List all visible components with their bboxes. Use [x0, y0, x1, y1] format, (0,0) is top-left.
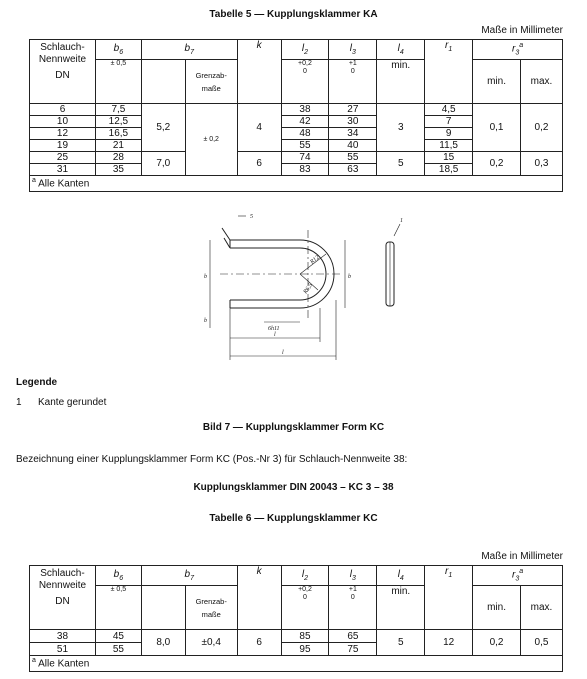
- designation-example: Kupplungsklammer DIN 20043 – KC 3 – 38: [193, 482, 394, 493]
- header-r3: $r_3^a$: [473, 40, 563, 60]
- table5-footnote: $^a$ Alle Kanten: [30, 176, 563, 192]
- clamp-drawing: [190, 210, 420, 370]
- dim-label-5: 5: [250, 214, 253, 220]
- mark-label-1: 1: [400, 218, 403, 224]
- header-r3-max: max.: [521, 60, 563, 104]
- designation-text: Bezeichnung einer Kupplungsklammer Form KC (Pos.-Nr 3) für Schlauch-Nennweite 38:: [16, 454, 408, 465]
- table-row: 12 16,5 48 34 9: [30, 128, 563, 140]
- figure-caption: Bild 7 — Kupplungsklammer Form KC: [202, 422, 385, 433]
- header-l3: $l_3$: [329, 40, 377, 60]
- legend-item-number: 1: [16, 397, 22, 408]
- legend-item-text: Kante gerundet: [38, 397, 107, 408]
- table5-title: Tabelle 5 — Kupplungsklammer KA: [209, 9, 378, 20]
- header-l4-min: min.: [377, 586, 425, 630]
- header-l2-tol: +0,2 0: [281, 60, 329, 104]
- table5: [29, 39, 563, 192]
- table-row: 6 7,5 5,2 ± 0,2 4 38 27 3 4,5 0,1 0,2: [30, 104, 563, 116]
- header-l2: $l_2$: [281, 40, 329, 60]
- dim-label-b3: b: [204, 318, 207, 324]
- table6-title: Tabelle 6 — Kupplungsklammer KC: [209, 513, 378, 524]
- header-r3: $r_3^a$: [473, 566, 563, 586]
- table-row: 10 12,5 42 30 7: [30, 116, 563, 128]
- header-r3-max: max.: [521, 586, 563, 630]
- header-k: k: [237, 40, 281, 104]
- header-b7: $b_7$: [141, 40, 237, 60]
- dim-label-b1: b: [204, 274, 207, 280]
- header-l2-tol: +0,2 0: [281, 586, 329, 630]
- table6: [29, 565, 563, 672]
- header-l4: $l_4$: [377, 566, 425, 586]
- dim-label-l2: l: [274, 332, 276, 338]
- header-l4-min: min.: [377, 60, 425, 104]
- dim-label-r12: R12: [309, 254, 321, 266]
- header-k: k: [237, 566, 281, 630]
- header-b6: $b_6$: [95, 40, 141, 60]
- dim-label-h11: 6h11: [268, 326, 280, 332]
- header-dn: Schlauch- Nennweite DN: [30, 566, 96, 630]
- header-l3-tol: +1 0: [329, 586, 377, 630]
- dim-label-b-right: b: [348, 274, 351, 280]
- table-row: 19 21 55 40 11,5: [30, 140, 563, 152]
- dim-label-l1: l: [282, 350, 284, 356]
- header-b6-tol: ± 0,5: [95, 586, 141, 630]
- table-row: 38 45 8,0 ±0,4 6 85 65 5 12 0,2 0,5: [30, 630, 563, 643]
- table5-unit-note: Maße in Millimeter: [481, 25, 563, 36]
- header-l3-tol: +1 0: [329, 60, 377, 104]
- header-r1: $r_1$: [425, 40, 473, 104]
- table6-footnote: $^a$ Alle Kanten: [30, 656, 563, 672]
- header-dn: Schlauch- Nennweite DN: [30, 40, 96, 104]
- header-b7-grenz: Grenzab- maße: [185, 586, 237, 630]
- table-row: 51 55 95 75: [30, 643, 563, 656]
- header-b6-tol: ± 0,5: [95, 60, 141, 104]
- header-b7-grenz: Grenzab- maße: [185, 60, 237, 104]
- dim-label-r65: R6,5: [302, 282, 315, 296]
- table-row: 31 35 83 63 18,5: [30, 164, 563, 176]
- header-b7: $b_7$: [141, 566, 237, 586]
- legend-heading: Legende: [16, 377, 58, 388]
- header-l4: $l_4$: [377, 40, 425, 60]
- header-b6: $b_6$: [95, 566, 141, 586]
- header-r3-min: min.: [473, 60, 521, 104]
- header-l2: $l_2$: [281, 566, 329, 586]
- table-row: 25 28 7,0 6 74 55 5 15 0,2 0,3: [30, 152, 563, 164]
- table6-unit-note: Maße in Millimeter: [481, 551, 563, 562]
- header-l3: $l_3$: [329, 566, 377, 586]
- header-r3-min: min.: [473, 586, 521, 630]
- header-r1: $r_1$: [425, 566, 473, 630]
